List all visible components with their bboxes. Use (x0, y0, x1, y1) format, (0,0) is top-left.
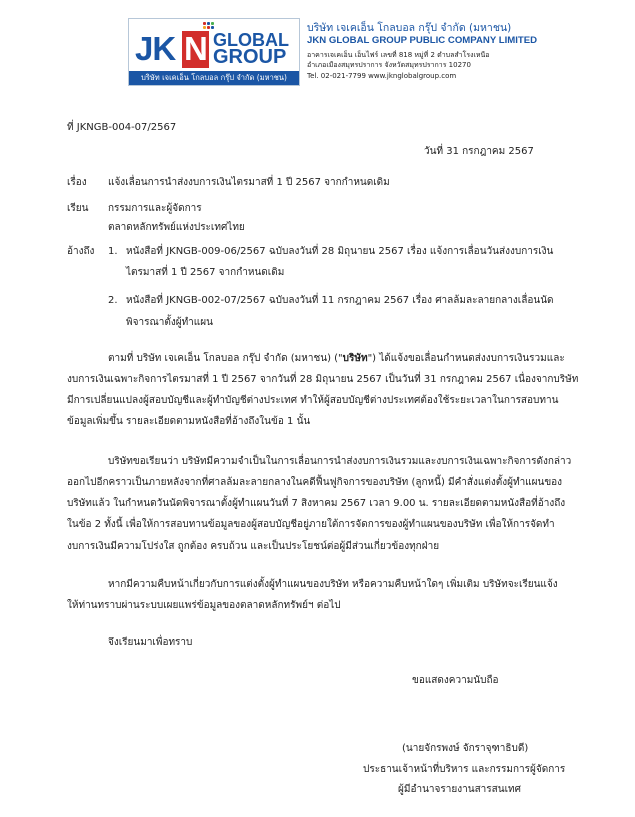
ref-item-number: 2. (108, 295, 118, 306)
para1-line3: มีการเปลี่ยนแปลงผู้สอบบัญชีและผู้ทำบัญชีต่างประเทศ ทำให้ผู้สอบบัญชีต่างประเทศต้องใช้ระยะเวลาในการสอบทาน (67, 395, 559, 406)
subject-label: เรื่อง (67, 177, 87, 188)
logo-dot (211, 26, 214, 29)
logo-global-text: GLOBAL (213, 30, 289, 50)
regards: ขอแสดงความนับถือ (412, 675, 499, 686)
to-label: เรียน (67, 203, 89, 214)
para3-line1: หากมีความคืบหน้าเกี่ยวกับการแต่งตั้งผู้ทำแผนของบริษัท หรือความคืบหน้าใดๆ เพิ่มเติม บริษัทจะเรียนแจ้ง (108, 579, 558, 590)
company-name-th: บริษัท เจเคเอ็น โกลบอล กรุ๊ป จำกัด (มหาชน) (307, 22, 512, 34)
letter-ref-number: ที่ JKNGB-004-07/2567 (67, 122, 177, 133)
logo-jk-text: JK (135, 30, 176, 67)
para1-line2: งบการเงินเฉพาะกิจการไตรมาสที่ 1 ปี 2567 จากวันที่ 28 มิถุนายน 2567 เป็นวันที่ 31 กรกฎาคม 2567 เนื่องจากบริษัท (67, 374, 579, 385)
logo-group-text: GROUP (213, 46, 287, 68)
company-address-line1: อาคารเจเคเอ็น เอ็นไฟร์ เลขที่ 818 หมู่ที่ 2 ตำบลสำโรงเหนือ (307, 51, 490, 59)
ref-item-line1: หนังสือที่ JKNGB-002-07/2567 ฉบับลงวันที่ 11 กรกฎาคม 2567 เรื่อง ศาลล้มละลายกลางเลื่อนนัด (126, 295, 554, 306)
para1-line4: ข้อมูลเพิ่มขึ้น รายละเอียดตามหนังสือที่อ้างถึงในข้อ 1 นั้น (67, 416, 311, 427)
company-address-line2: อำเภอเมืองสมุทรปราการ จังหวัดสมุทรปราการ 10270 (307, 61, 471, 69)
para2-line2: ออกไปอีกคราวเป็นภายหลังจากที่ศาลล้มละลายกลางในคดีฟื้นฟูกิจการของบริษัท (ลูกหนี้) มีคำสั่งแต่งตั้งผู้ทำแผนของ (67, 477, 563, 488)
para1-line1 (108, 352, 565, 366)
company-logo (128, 18, 300, 86)
para2-line3: บริษัทแล้ว ในกำหนดวันนัดพิจารณาตั้งผู้ทำแผนวันที่ 7 สิงหาคม 2567 เวลา 9.00 น. รายละเอียดตามหนังสือที่อ้างถึง (67, 498, 566, 509)
logo-n-text: N (184, 30, 208, 67)
para1-text: ตามที่ บริษัท เจเคเอ็น โกลบอล กรุ๊ป จำกัด (มหาชน) (" (108, 353, 343, 364)
to-line1: กรรมการและผู้จัดการ (108, 203, 202, 214)
para2-line5: งบการเงินมีความโปร่งใส ถูกต้อง ครบถ้วน และเป็นประโยชน์ต่อผู้มีส่วนเกี่ยวข้องทุกฝ่าย (67, 541, 440, 552)
para1-bold-term: บริษัท (342, 353, 368, 364)
closing-note: จึงเรียนมาเพื่อทราบ (108, 637, 193, 648)
company-name-en: JKN GLOBAL GROUP PUBLIC COMPANY LIMITED (307, 35, 538, 46)
subject-text: แจ้งเลื่อนการนำส่งงบการเงินไตรมาสที่ 1 ปี 2567 จากกำหนดเดิม (108, 177, 390, 188)
signer-name: (นายจักรพงษ์ จักราจุฑาธิบดี) (402, 743, 529, 754)
logo-dot (203, 26, 206, 29)
logo-thai-name: บริษัท เจเคเอ็น โกลบอล กรุ๊ป จำกัด (มหาชน) (141, 73, 287, 82)
logo-dot (207, 22, 210, 25)
logo-dot (203, 22, 206, 25)
company-contact: Tel. 02-021-7799 www.jknglobalgroup.com (307, 72, 457, 80)
para2-line1: บริษัทขอเรียนว่า บริษัทมีความจำเป็นในการเลื่อนการนำส่งงบการเงินรวมและงบการเงินเฉพาะกิจการดังกล่าว (108, 456, 572, 467)
letter-date: วันที่ 31 กรกฎาคม 2567 (424, 146, 534, 157)
ref-item-line2: พิจารณาตั้งผู้ทำแผน (126, 317, 213, 328)
to-line2: ตลาดหลักทรัพย์แห่งประเทศไทย (108, 222, 245, 233)
ref-item-line2: ไตรมาสที่ 1 ปี 2567 จากกำหนดเดิม (126, 267, 285, 278)
refs-label: อ้างถึง (67, 246, 95, 257)
para3-line2: ให้ท่านทราบผ่านระบบเผยแพร่ข้อมูลของตลาดหลักทรัพย์ฯ ต่อไป (67, 600, 341, 611)
para2-line4: ในข้อ 2 ทั้งนี้ เพื่อให้การสอบทานข้อมูลของผู้สอบบัญชีอยู่ภายใต้การจัดการของผู้ทำแผนของบริษัท เพื่อให้การจัดทำ (67, 519, 555, 530)
logo-dot (207, 26, 210, 29)
signer-title-2: ผู้มีอำนาจรายงานสารสนเทศ (398, 784, 521, 795)
signer-title-1: ประธานเจ้าหน้าที่บริหาร และกรรมการผู้จัดการ (363, 764, 566, 775)
logo-dot (211, 22, 214, 25)
ref-item-line1: หนังสือที่ JKNGB-009-06/2567 ฉบับลงวันที่ 28 มิถุนายน 2567 เรื่อง แจ้งการเลื่อนวันส่งงบการเงิน (126, 246, 554, 257)
ref-item-number: 1. (108, 246, 118, 257)
para1-text: ") ได้แจ้งขอเลื่อนกำหนดส่งงบการเงินรวมและ (367, 353, 565, 364)
